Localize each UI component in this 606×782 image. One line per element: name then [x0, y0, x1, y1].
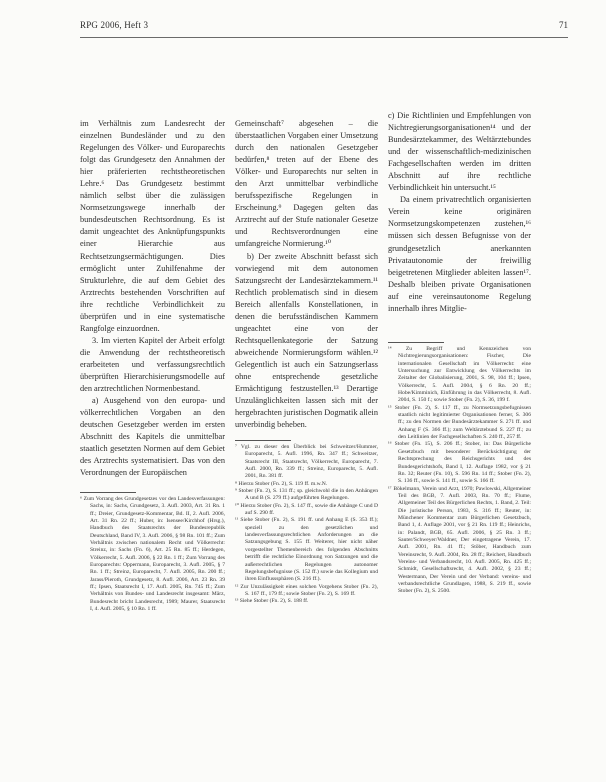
footnotes-column-1	[80, 496, 225, 614]
footnotes-column-2	[235, 444, 378, 606]
body-column-2	[235, 118, 378, 431]
body-column-3	[388, 110, 531, 315]
footnote-rule	[388, 342, 444, 343]
header-rule	[80, 37, 568, 38]
footnote: ⁸ Hierzu Stober (Fn. 2), S. 119 ff. m.w.N.	[235, 480, 328, 487]
paragraph: 3. Im vierten Kapitel der Arbeit erfolgt die Anwendung der rechtstheoretisch erarbeiteten und verfassungsrechtlich überprüften Hierarchisierungsmodelle auf den arztrechtlichen Normenbestand.	[80, 335, 225, 394]
paragraph: c) Die Richtlinien und Empfehlungen von Nichtregierungsorganisationen¹⁴ und der Bundesärztekammer, des Weltärztebundes und der wissenschaftlich-medizinischen Fachgesellschaften werden im dritten Abschnitt auf ihre rechtliche Verbindlichkeit hin untersucht.¹⁵	[388, 111, 531, 193]
footnote: ¹⁰ Hierzu Stober (Fn. 2), S. 147 ff., sowie die Anhänge C und D auf S. 290 ff.	[235, 502, 378, 517]
running-header	[80, 20, 568, 34]
footnote: ¹³ Siehe Stober (Fn. 2), S. 188 ff.	[235, 598, 309, 605]
journal-issue: RPG 2006, Heft 3	[80, 20, 149, 30]
footnote: ⁹ Stober (Fn. 2), S. 131 ff.; sp. gleichwohl die in den Anhängen A und B (S. 279 ff.) aufgeführten Regelungen.	[235, 488, 378, 502]
footnote: ⁷ Vgl. zu dieser den Überblick bei Schweitzer/Hummer, Europarecht, 5. Aufl. 1996, Rn. 347 ff.; Schweitzer, Staatsrecht III, Staatsrecht, Völkerrecht, Europarecht, 7. Aufl. 2000, Rn. 339 ff.; Streinz, Europarecht, 5. Aufl. 2001, Rn. 381 ff.	[235, 444, 378, 480]
paragraph: Da einem privatrechtlich organisierten Verein keine originären Normsetzungskompetenzen zustehen,¹⁶ müssen sich dessen Befugnisse von der grundgesetzlich anerkannten Privatautonomie der freiwillig beigetretenen Mitglieder ableiten lassen¹⁷. Deshalb bleiben private Organisationen auf eine vereinsautonome Regelung innerhalb ihres Mitglie-	[388, 195, 531, 313]
page-number: 71	[559, 20, 568, 30]
paragraph: a) Ausgehend von den europa- und völkerrechtlichen Vorgaben an den deutschen Gesetzgeber werden im ersten Abschnitt des Kapitels die unmittelbar staatlich gesetzten Normen auf dem Gebiet des Arztrechts systematisiert. Das von den Verordnungen der Europäischen	[80, 396, 225, 478]
paragraph: b) Der zweite Abschnitt befasst sich vorwiegend mit dem autonomen Satzungsrecht der Landesärztekammern.¹¹ Rechtlich problematisch sind in diesem Bereich allenfalls Konstellationen, in denen die berufsständischen Kammern ungeachtet eine von der Rechtsquellenkategorie der Satzung abweichende Normierungsform wählen.¹² Gelegentlich ist auch ein Satzungserlass ohne entsprechende gesetzliche Ermächtigung festzustellen.¹³ Derartige Unzulänglichkeiten lassen sich mit der hergebrachten juristischen Dogmatik allein unverbindig beheben.	[235, 251, 378, 430]
footnotes-column-3	[388, 346, 531, 596]
footnote-rule	[80, 492, 136, 493]
footnote: ¹¹ Siehe Stober (Fn. 2), S. 191 ff. und Anhang E (S. 353 ff.); speziell zu den gesetzlichen und landesverfassungsrechtlichen Anforderungen an die Satzungsgebung S. 155 ff. Weiterer, hier nicht näher vorgestellter Themenbereich des folgenden Abschnitts betrifft die rechtliche Einordnung von Satzungen und die außerrechtlichen Regelungen autonomer Regelungsbefugnisse (S. 152 ff.) sowie das Kollegium und ihren Einflusssphären (S. 216 ff.).	[235, 517, 378, 583]
footnote-rule	[235, 440, 291, 441]
footnote: ¹² Zur Unzulässigkeit eines solchen Vorgehens Stober (Fn. 2), S. 167 ff., 179 ff.; sowie Stober (Fn. 2), S. 169 ff.	[235, 583, 378, 597]
footnote: ¹⁵ Stober (Fn. 2), S. 117 ff., zu Normsetzungsbefugnissen staatlich nicht legitimierter Organisationen ferner, S. 306 ff.; zu den Normen der Bundesärztekammer S. 271 ff. und Anhang F (S. 366 ff.); zum Weltärztebund S. 227 ff.; zu den Leitlinien der Fachgesellschaften S. 240 ff., 257 ff.	[388, 404, 531, 441]
body-column-1	[80, 118, 225, 479]
footnote: ¹⁷ Bökelmann, Verein und Arzt, 1970; Pawlowski, Allgemeiner Teil des BGB, 7. Aufl. 2003, Rn. 70 ff.; Flume, Allgemeiner Teil des Bürgerlichen Rechts, 1. Band, 2. Teil: Die juristische Person, 1983, S. 316 ff.; Reuter, in: Münchener Kommentar zum Bürgerlichen Gesetzbuch, Band 1, 4. Auflage 2001, vor § 21 Rn. 119 ff.; Heinrichs, in: Palandt, BGB, 65. Aufl. 2006, § 25 Rn. 3 ff.; Sauter/Schweyer/Waldner, Der eingetragene Verein, 17. Aufl. 2001, Rn. 41 ff.; Stöber, Handbuch zum Vereinsrecht, 9. Aufl. 2004, Rn. 28 ff.; Reichert, Handbuch Vereins- und Verbandsrecht, 10. Aufl. 2005, Rn. 425 ff.; Schmidt, Gesellschaftsrecht, 4. Aufl. 2002, § 23 ff.; Westermann, Der Verein und der Verband: vereins- und verbandsrechtliche Grundlagen, 1988, S. 219 ff., sowie Stober (Fn. 2), S. 2500.	[388, 485, 531, 595]
footnote: ¹⁶ Stober (Fn. 15), S. 206 ff.; Stober, in: Das Bürgerliche Gesetzbuch mit besonderer Berücksichtigung der Rechtsprechung des Reichsgerichts und des Bundesgerichtshofs, Band I, 12. Auflage 1982, vor § 21 Rn. 32; Reuter (Fn. 10), S. 596 Rn. 14 ff.; Stober (Fn. 2), S. 136 ff., sowie S. 141 ff., sowie S. 166 ff.	[388, 441, 531, 485]
paragraph: im Verhältnis zum Landesrecht der einzelnen Bundesländer und zu den Regelungen des Völker- und Europarechts folgt das Grundgesetz den Annahmen der hier präferierten rechtstheoretischen Lehre.⁶ Das Grundgesetz bestimmt nämlich selbst über die zulässigen Normsetzungswege innerhalb der bundesdeutschen Rechtsordnung. Es ist damit ungeachtet des Anknüpfungspunkts einer Hierarchie aus Rechtsetzungsermächtigungen. Dies ermöglicht unter Zuhilfenahme der Strukturlehre, die auf dem Gebiet des Arztrechts bestehenden Vorschriften auf ihre rechtliche Verbindlichkeit zu überprüfen und in eine systematische Rangfolge einzuordnen.	[80, 119, 225, 333]
paragraph: Gemeinschaft⁷ abgesehen – die überstaatlichen Vorgaben einer Umsetzung durch den nationalen Gesetzgeber bedürfen,⁸ treten auf der Ebene des Völker- und Europarechts nur selten in den Arzt unmittelbar verbindliche berufsspezifische Regelungen in Erscheinung.⁹ Dagegen gelten das Arztrecht auf der Stufe nationaler Gesetze und Rechtsverordnungen eine umfangreiche Normierung.¹⁰	[235, 119, 378, 249]
footnote: ⁶ Zum Vorrang des Grundgesetzes vor den Landesverfassungen: Sachs, in: Sachs, Grundgesetz, 3. Aufl. 2003, Art. 31 Rn. 1 ff.; Dreier, Grundgesetz-Kommentar, Bd. II, 2. Aufl. 2006, Art. 31 Rn. 22 ff.; Huber, in: Isensee/Kirchhof (Hrsg.), Handbuch des Staatsrechts der Bundesrepublik Deutschland, Band IV, 3. Aufl. 2006, § 98 Rn. 101 ff.; Zum Verhältnis zwischen nationalem Recht und Völkerrecht: Streinz, in: Sachs (Fn. 6), Art. 25 Rn. 85 ff.; Herdegen, Völkerrecht, 5. Aufl. 2006, § 22 Rn. 1 ff.; Zum Vorrang des Europarechts: Oppermann, Europarecht, 3. Aufl. 2005, § 7 Rn. 1 ff.; Streinz, Europarecht, 7. Aufl. 2005, Rn. 200 ff.; Jarass/Pieroth, Grundgesetz, 8. Aufl. 2006, Art. 23 Rn. 39 ff.; Ipsen, Staatsrecht I, 17. Aufl. 2005, Rn. 745 ff.; Zum Verhältnis von Bundes- und Landesrecht insgesamt: März, Bundesrecht bricht Landesrecht, 1989; Maurer, Staatsrecht I, 4. Aufl. 2005, § 10 Rn. 1 ff.	[80, 496, 225, 613]
footnote: ¹⁴ Zu Begriff und Kennzeichen von Nichtregierungsorganisationen: Fischer, Die internationalen Gesellschaft im Völkerrecht: eine Untersuchung zur Entwicklung des Völkerrechts im Zeitalter der Globalisierung, 2001, S. 98, 104 ff.; Ipsen, Völkerrecht, 5. Aufl. 2004, § 6 Rn. 20 ff.; Hobe/Kimminich, Einführung in das Völkerrecht, 8. Aufl. 2004, S. 150 f.; sowie Stober (Fn. 2), S. 36, 199 f.	[388, 346, 531, 404]
